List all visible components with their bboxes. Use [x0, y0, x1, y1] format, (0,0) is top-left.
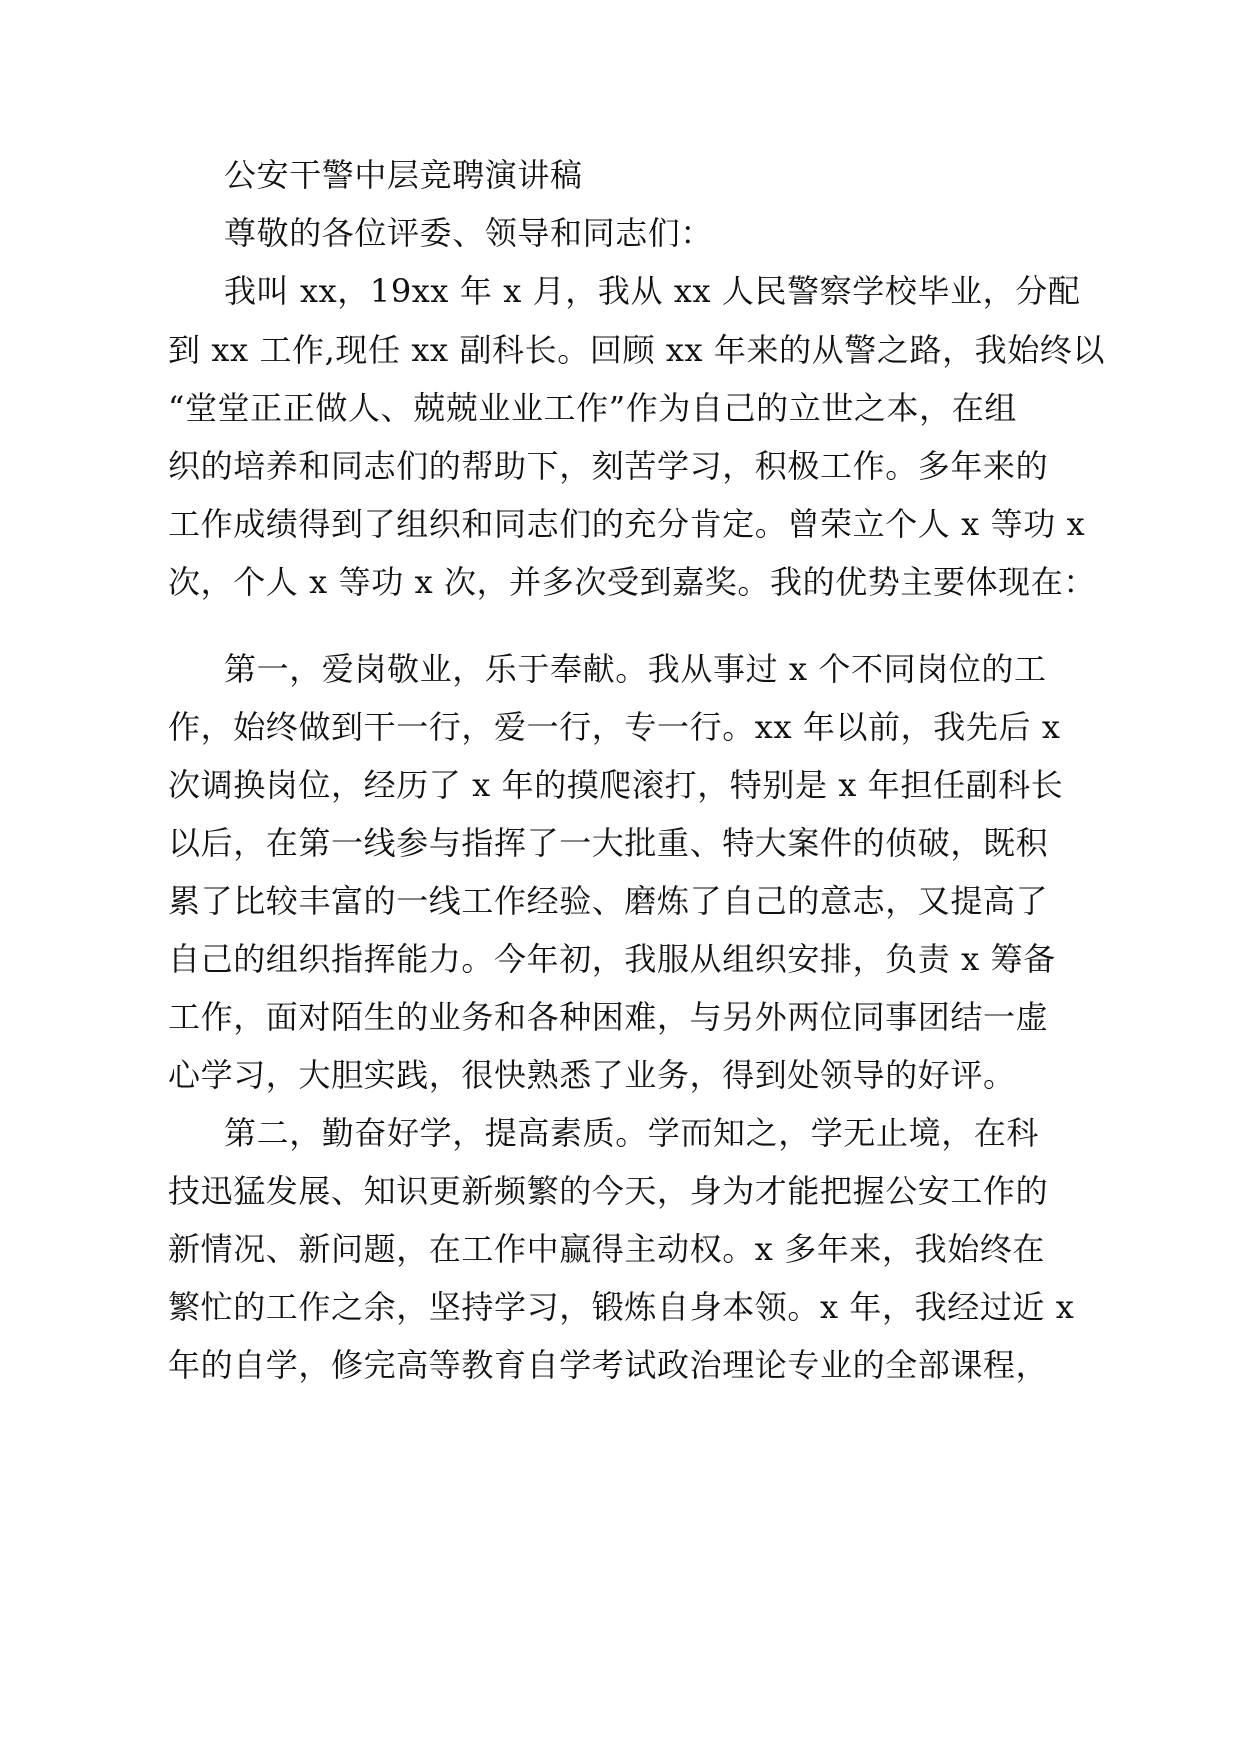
document-title: 公安干警中层竞聘演讲稿	[224, 156, 583, 194]
paragraph-line: 心学习，大胆实践，很快熟悉了业务，得到处领导的好评。	[168, 1056, 1016, 1094]
paragraph-line: 织的培养和同志们的帮助下，刻苦学习，积极工作。多年来的	[168, 447, 1049, 485]
paragraph-line: 工作，面对陌生的业务和各种困难，与另外两位同事团结一虚	[168, 998, 1049, 1036]
paragraph-line: 我叫 xx，19xx 年 x 月，我从 xx 人民警察学校毕业，分配	[224, 272, 1081, 310]
paragraph-line: 作，始终做到干一行，爱一行，专一行。xx 年以前，我先后 x	[168, 708, 1061, 746]
paragraph-line: 技迅猛发展、知识更新频繁的今天，身为才能把握公安工作的	[168, 1172, 1049, 1210]
paragraph-line: 第二，勤奋好学，提高素质。学而知之，学无止境，在科	[224, 1114, 1040, 1152]
paragraph-line: 自己的组织指挥能力。今年初，我服从组织安排，负责 x 筹备	[168, 940, 1056, 978]
paragraph-line: 年的自学，修完高等教育自学考试政治理论专业的全部课程，	[168, 1346, 1049, 1384]
paragraph-line: 到 xx 工作,现任 xx 副科长。回顾 xx 年来的从警之路，我始终以	[168, 331, 1106, 369]
paragraph-line: 以后，在第一线参与指挥了一大批重、特大案件的侦破，既积	[168, 824, 1049, 862]
paragraph-line: 次，个人 x 等功 x 次，并多次受到嘉奖。我的优势主要体现在：	[168, 563, 1096, 601]
paragraph-line: “堂堂正正做人、兢兢业业工作”作为自己的立世之本，在组	[168, 389, 1017, 427]
paragraph-line: 新情况、新问题，在工作中赢得主动权。x 多年来，我始终在	[168, 1230, 1046, 1268]
salutation: 尊敬的各位评委、领导和同志们：	[224, 214, 714, 252]
paragraph-line: 工作成绩得到了组织和同志们的充分肯定。曾荣立个人 x 等功 x	[168, 505, 1086, 543]
paragraph-line: 累了比较丰富的一线工作经验、磨炼了自己的意志，又提高了	[168, 882, 1049, 920]
paragraph-line: 第一，爱岗敬业，乐于奉献。我从事过 x 个不同岗位的工	[224, 650, 1047, 688]
paragraph-line: 次调换岗位，经历了 x 年的摸爬滚打，特别是 x 年担任副科长	[168, 766, 1064, 804]
paragraph-line: 繁忙的工作之余，坚持学习，锻炼自身本领。x 年，我经过近 x	[168, 1288, 1075, 1326]
